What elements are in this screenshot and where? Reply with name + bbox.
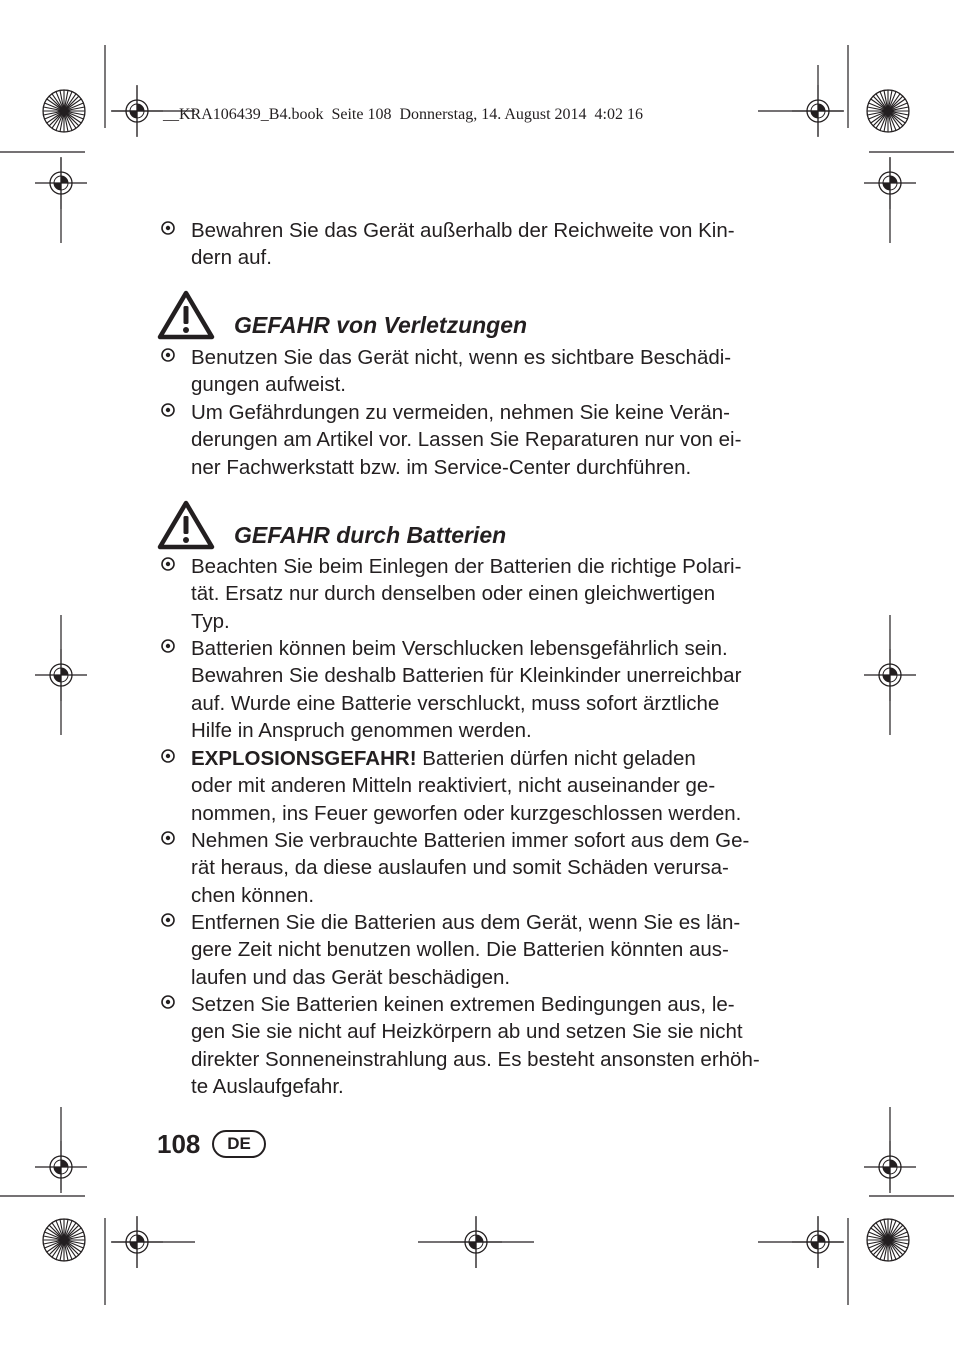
item-text: Nehmen Sie verbrauchte Batterien immer sofort aus dem Ge- rät heraus, da diese auslaufen und somit Schäden verursa- chen können.	[191, 829, 750, 907]
circled-dot-bullet-icon	[160, 638, 176, 654]
warning-triangle-icon	[157, 290, 215, 340]
circled-dot-bullet-icon	[160, 220, 176, 236]
item-text: Batterien können beim Verschlucken lebensgefährlich sein. Bewahren Sie deshalb Batterien für Kleinkinder unerreichbar auf. Wurde eine Batterie verschluckt, muss sofort ärztliche Hilfe in Anspruch genommen werden.	[191, 637, 742, 742]
list-item-explosion	[160, 745, 780, 827]
explosion-text: Batterien dürfen nicht geladen oder mit anderen Mitteln reaktiviert, nicht auseinander ge- nommen, ins Feuer geworfen oder kurzgeschlossen werden.	[191, 747, 742, 825]
circled-dot-bullet-icon	[160, 347, 176, 363]
circled-dot-bullet-icon	[160, 994, 176, 1010]
list-item	[160, 344, 780, 399]
circled-dot-bullet-icon	[160, 402, 176, 418]
list-item	[160, 991, 780, 1100]
list-item	[160, 827, 780, 909]
list-item	[160, 635, 780, 744]
section-title: GEFAHR von Verletzungen	[234, 312, 528, 338]
file-info-line: __KRA106439_B4.book Seite 108 Donnerstag, 14. August 2014 4:02 16	[163, 106, 643, 123]
list-item	[160, 553, 780, 635]
explosion-label: EXPLOSIONSGEFAHR!	[191, 747, 417, 770]
item-text: Bewahren Sie das Gerät außerhalb der Reichweite von Kin- dern auf.	[191, 219, 735, 270]
item-text: Benutzen Sie das Gerät nicht, wenn es sichtbare Beschädi- gungen aufweist.	[191, 346, 732, 397]
language-badge: DE	[212, 1130, 266, 1158]
circled-dot-bullet-icon	[160, 912, 176, 928]
item-text	[191, 745, 780, 827]
item-text: Um Gefährdungen zu vermeiden, nehmen Sie keine Verän- derungen am Artikel vor. Lassen Sie Reparaturen nur von ei- ner Fachwerkstatt bzw. im Service-Center durchführen.	[191, 401, 742, 479]
list-item	[160, 909, 780, 991]
warning-triangle-icon	[157, 500, 215, 550]
item-text: Setzen Sie Batterien keinen extremen Bedingungen aus, le- gen Sie sie nicht auf Heizkörpern ab und setzen Sie sie nicht direkter Sonneneinstrahlung aus. Es besteht ansonsten erhöh- te Auslaufgefahr.	[191, 993, 760, 1098]
circled-dot-bullet-icon	[160, 830, 176, 846]
section-title: GEFAHR durch Batterien	[234, 522, 507, 548]
circled-dot-bullet-icon	[160, 556, 176, 572]
circled-dot-bullet-icon	[160, 748, 176, 764]
item-text: Beachten Sie beim Einlegen der Batterien die richtige Polari- tät. Ersatz nur durch denselben oder einen gleichwertigen Typ.	[191, 555, 742, 633]
item-text: Entfernen Sie die Batterien aus dem Gerät, wenn Sie es län- gere Zeit nicht benutzen wollen. Die Batterien könnten aus- laufen und das Gerät beschädigen.	[191, 911, 741, 989]
page-number: 108	[157, 1129, 201, 1159]
list-item	[160, 399, 780, 481]
list-item	[160, 217, 780, 272]
